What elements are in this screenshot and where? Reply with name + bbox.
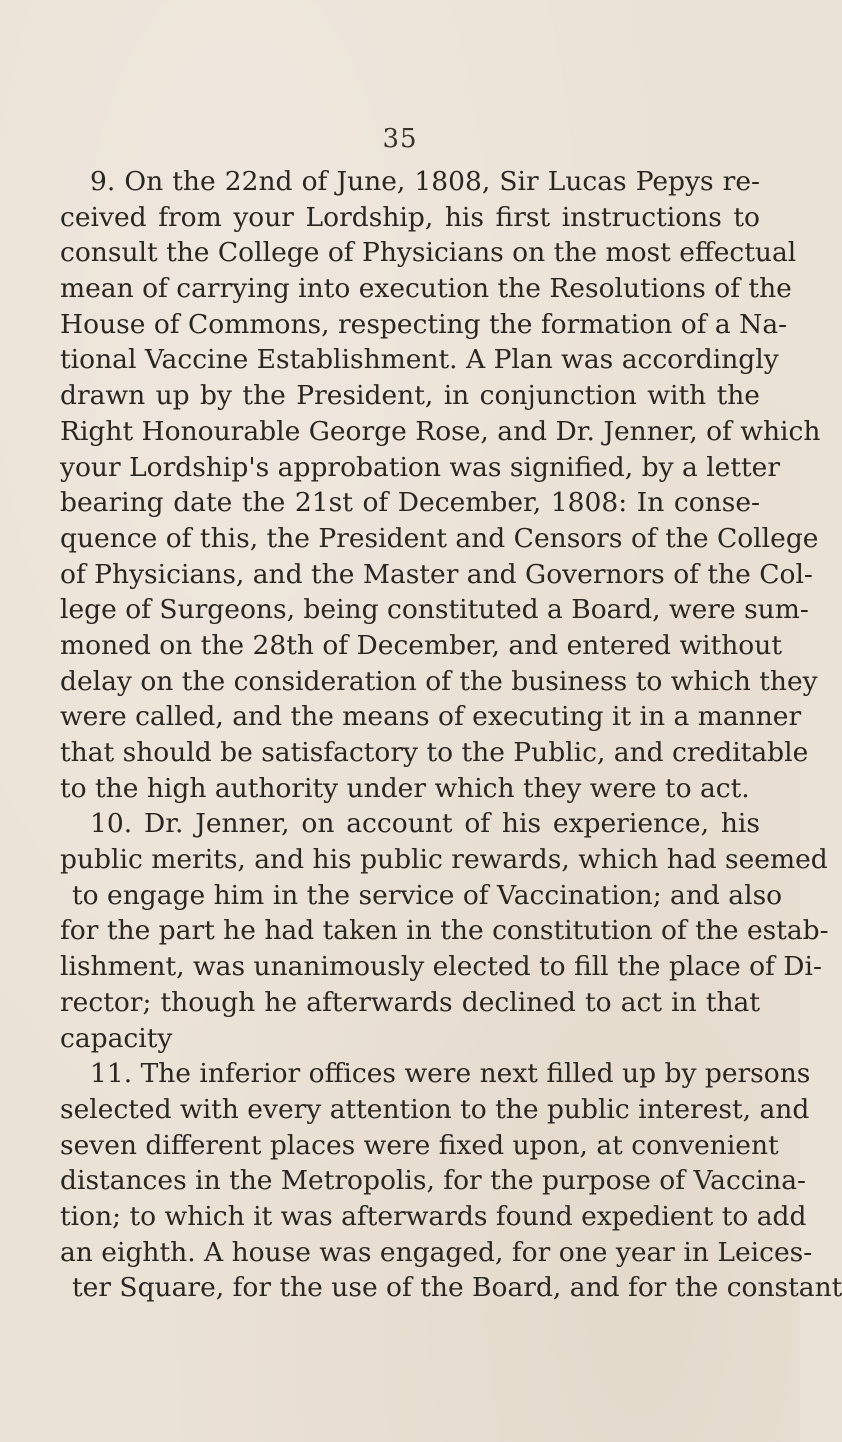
text-line: your Lordship's approbation was signified, by a letter bbox=[60, 451, 781, 483]
text-line: 10. Dr. Jenner, on account of his experience, his bbox=[90, 808, 760, 840]
text-line: that should be satisfactory to the Public, and creditable bbox=[60, 737, 809, 768]
text-line: to the high authority under which they were to act. bbox=[60, 772, 750, 804]
text-line: delay on the consideration of the business to which they bbox=[60, 665, 818, 697]
text-line: capacity bbox=[60, 1022, 173, 1054]
text-line: distances in the Metropolis, for the purpose of Vaccina- bbox=[60, 1165, 806, 1197]
text-line: bearing date the 21st of December, 1808: In conse- bbox=[60, 487, 760, 519]
text-line: drawn up by the President, in conjunction with the bbox=[60, 380, 760, 412]
text-line: an eighth. A house was engaged, for one year in Leices- bbox=[60, 1236, 813, 1268]
text-line: public merits, and his public rewards, which had seemed bbox=[60, 844, 828, 876]
text-line: seven different places were fixed upon, at convenient bbox=[60, 1129, 779, 1161]
text-line: moned on the 28th of December, and entered without bbox=[60, 629, 782, 661]
text-line: tion; to which it was afterwards found expedient to add bbox=[60, 1200, 807, 1232]
text-line: of Physicians, and the Master and Governors of the Col- bbox=[60, 558, 813, 590]
text-line: tional Vaccine Establishment. A Plan was accordingly bbox=[60, 344, 779, 376]
text-line: mean of carrying into execution the Resolutions of the bbox=[60, 273, 792, 305]
body-text bbox=[60, 164, 842, 1306]
text-line: rector; though he afterwards declined to act in that bbox=[60, 986, 760, 1018]
text-line: to engage him in the service of Vaccination; and also bbox=[72, 879, 783, 911]
text-line: House of Commons, respecting the formation of a Na- bbox=[60, 308, 788, 340]
text-line: ter Square, for the use of the Board, and for the constant bbox=[72, 1272, 842, 1304]
text-line: Right Honourable George Rose, and Dr. Jenner, of which bbox=[60, 415, 821, 447]
text-line: lege of Surgeons, being constituted a Board, were sum- bbox=[60, 594, 809, 626]
text-line: lishment, was unanimously elected to fill the place of Di- bbox=[60, 951, 822, 983]
text-line: were called, and the means of executing it in a manner bbox=[60, 701, 802, 733]
text-line: 11. The inferior offices were next filled up by persons bbox=[90, 1058, 811, 1090]
text-line: ceived from your Lordship, his first instructions to bbox=[60, 201, 760, 233]
text-line: selected with every attention to the public interest, and bbox=[60, 1093, 810, 1125]
page-number: 35 bbox=[382, 124, 418, 154]
text-line: for the part he had taken in the constitution of the estab- bbox=[60, 915, 829, 947]
text-line: consult the College of Physicians on the most effectual bbox=[60, 237, 797, 269]
text-line: quence of this, the President and Censors of the College bbox=[60, 522, 819, 554]
text-line: 9. On the 22nd of June, 1808, Sir Lucas Pepys re- bbox=[90, 166, 760, 197]
